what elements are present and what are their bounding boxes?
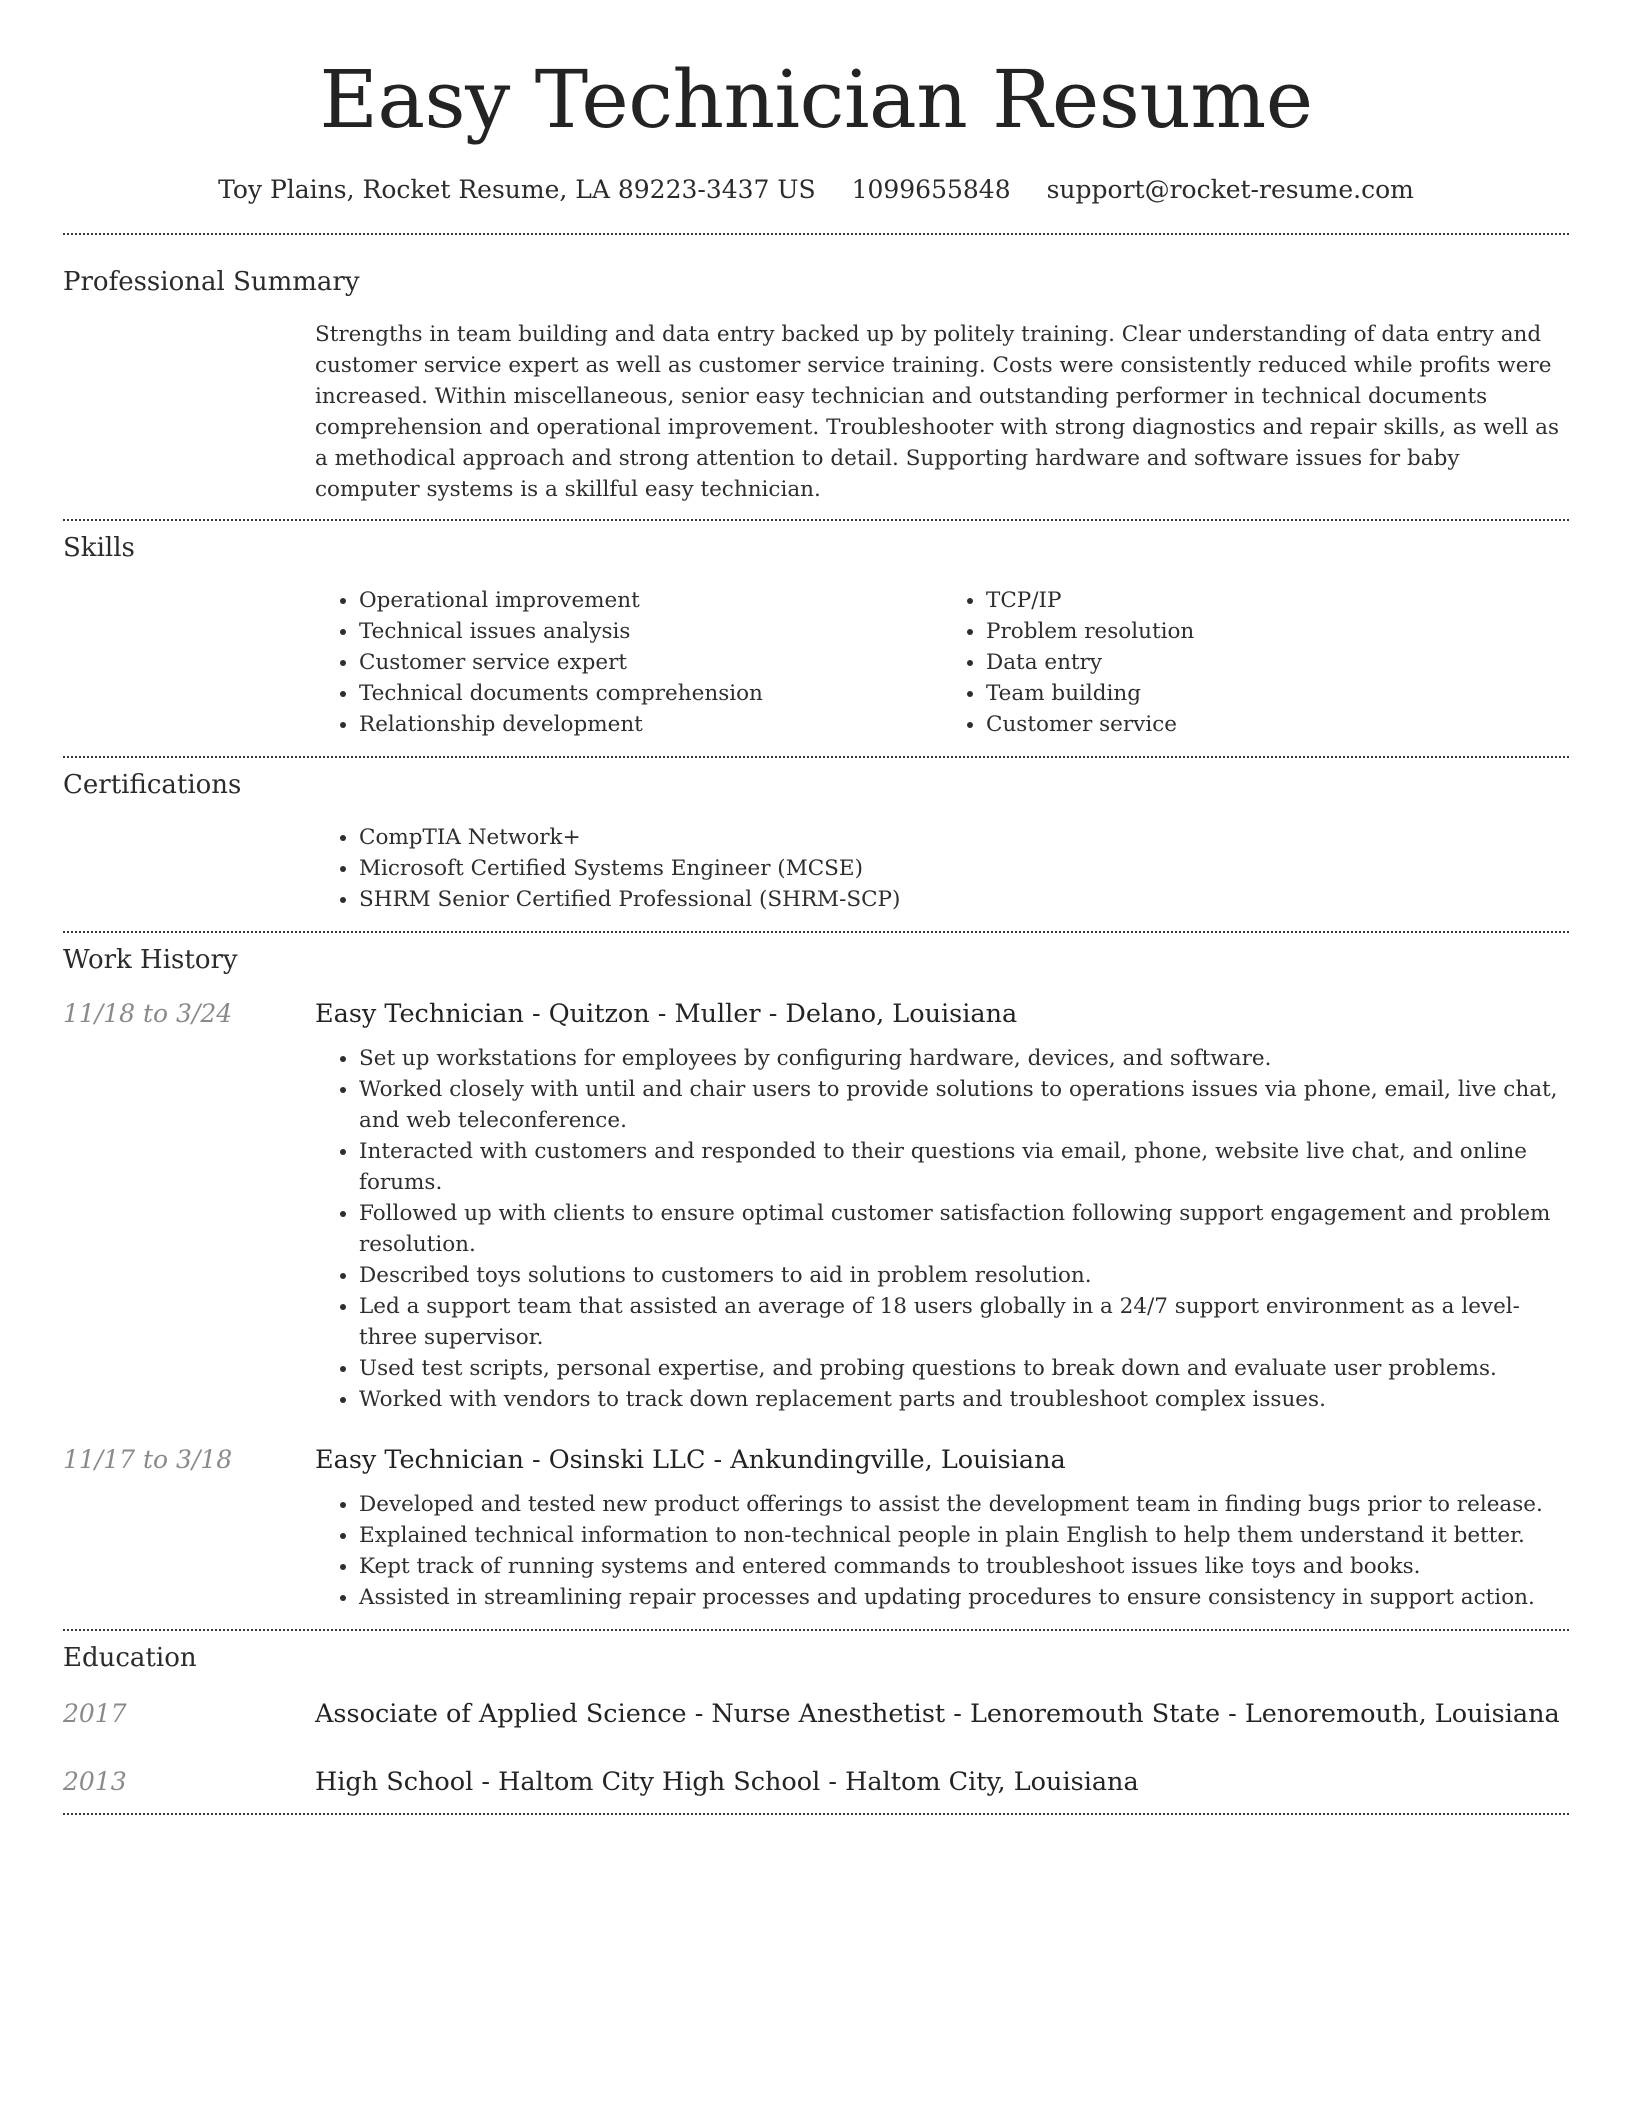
- job-content: [315, 1443, 1569, 1613]
- education-title-line: High School - Haltom City High School - Haltom City, Louisiana: [315, 1767, 1139, 1797]
- list-item: • Worked closely with until and chair users to provide solutions to operations issues via phone, email, live chat, and web teleconference.: [359, 1074, 1569, 1136]
- job-content: [315, 997, 1569, 1415]
- education-entry: [63, 1765, 1569, 1813]
- resume-header: [63, 0, 1569, 206]
- list-item: • Worked with vendors to track down replacement parts and troubleshoot complex issues.: [359, 1384, 1569, 1415]
- list-item: • Kept track of running systems and entered commands to troubleshoot issues like toys and books.: [359, 1551, 1569, 1582]
- list-item: • Explained technical information to non-technical people in plain English to help them understand it better.: [359, 1520, 1569, 1551]
- contact-phone: 1099655848: [851, 175, 1011, 204]
- job-title: Easy Technician - Quitzon - Muller - Delano, Louisiana: [315, 999, 1018, 1029]
- certifications-section: [63, 758, 1569, 931]
- contact-address: Toy Plains, Rocket Resume, LA 89223-3437 US: [218, 175, 816, 204]
- list-item: • Technical issues analysis: [359, 616, 942, 647]
- job-title: Easy Technician - Osinski LLC - Ankundingville, Louisiana: [315, 1445, 1066, 1475]
- contact-line: [63, 174, 1569, 206]
- list-item: • Led a support team that assisted an average of 18 users globally in a 24/7 support environment as a level-three supervisor.: [359, 1291, 1569, 1353]
- skills-list: [315, 585, 1569, 756]
- education-content: [315, 1765, 1569, 1799]
- job-dates: 11/17 to 3/18: [63, 1445, 233, 1474]
- list-item: • Data entry: [986, 647, 1569, 678]
- skills-right-column: [942, 585, 1569, 740]
- contact-email: support@rocket-resume.com: [1046, 175, 1414, 204]
- summary-section: [63, 235, 1569, 519]
- education-section: [63, 1631, 1569, 1813]
- job-dates: 11/18 to 3/24: [63, 999, 233, 1028]
- summary-text: Strengths in team building and data entry backed up by politely training. Clear understanding of data entry and customer service expert as well as customer service training. Costs were consistently reduced while profits were increased. Within miscellaneous, senior easy technician and outstanding performer in technical documents comprehension and operational improvement. Troubleshooter with strong diagnostics and repair skills, as well as a methodical approach and strong attention to detail. Supporting hardware and software issues for baby computer systems is a skillful easy technician.: [315, 322, 1559, 502]
- education-content: [315, 1697, 1569, 1731]
- certifications-title: Certifications: [63, 770, 242, 800]
- education-year: 2013: [63, 1767, 127, 1796]
- job-bullets: [315, 1043, 1569, 1415]
- work-history-section: [63, 933, 1569, 1629]
- list-item: • Problem resolution: [986, 616, 1569, 647]
- summary-title: Professional Summary: [63, 267, 360, 297]
- list-item: • Team building: [986, 678, 1569, 709]
- resume-name: Easy Technician Resume: [319, 53, 1313, 146]
- list-item: • Set up workstations for employees by configuring hardware, devices, and software.: [359, 1043, 1569, 1074]
- job-bullets: [315, 1489, 1569, 1613]
- education-title-line: Associate of Applied Science - Nurse Anesthetist - Lenoremouth State - Lenoremouth, Louisiana: [315, 1699, 1560, 1729]
- list-item: • Customer service expert: [359, 647, 942, 678]
- skills-section: [63, 521, 1569, 756]
- list-item: • Relationship development: [359, 709, 942, 740]
- list-item: • Microsoft Certified Systems Engineer (MCSE): [359, 853, 1569, 884]
- job-entry: [63, 1443, 1569, 1629]
- list-item: • Technical documents comprehension: [359, 678, 942, 709]
- education-title: Education: [63, 1643, 197, 1673]
- list-item: • Followed up with clients to ensure optimal customer satisfaction following support engagement and problem resolution.: [359, 1198, 1569, 1260]
- list-item: • Operational improvement: [359, 585, 942, 616]
- certifications-list: [315, 822, 1569, 931]
- skills-left-column: [315, 585, 942, 740]
- list-item: • SHRM Senior Certified Professional (SHRM-SCP): [359, 884, 1569, 915]
- skills-title: Skills: [63, 533, 135, 563]
- list-item: • Customer service: [986, 709, 1569, 740]
- list-item: • CompTIA Network+: [359, 822, 1569, 853]
- list-item: • Described toys solutions to customers to aid in problem resolution.: [359, 1260, 1569, 1291]
- job-entry: [63, 997, 1569, 1415]
- list-item: • Used test scripts, personal expertise, and probing questions to break down and evaluate user problems.: [359, 1353, 1569, 1384]
- education-year: 2017: [63, 1699, 127, 1728]
- divider: [63, 1813, 1569, 1815]
- education-entry: [63, 1697, 1569, 1731]
- work-history-title: Work History: [63, 945, 238, 975]
- list-item: • Developed and tested new product offerings to assist the development team in finding bugs prior to release.: [359, 1489, 1569, 1520]
- list-item: • TCP/IP: [986, 585, 1569, 616]
- list-item: • Assisted in streamlining repair processes and updating procedures to ensure consistency in support action.: [359, 1582, 1569, 1613]
- list-item: • Interacted with customers and responded to their questions via email, phone, website live chat, and online forums.: [359, 1136, 1569, 1198]
